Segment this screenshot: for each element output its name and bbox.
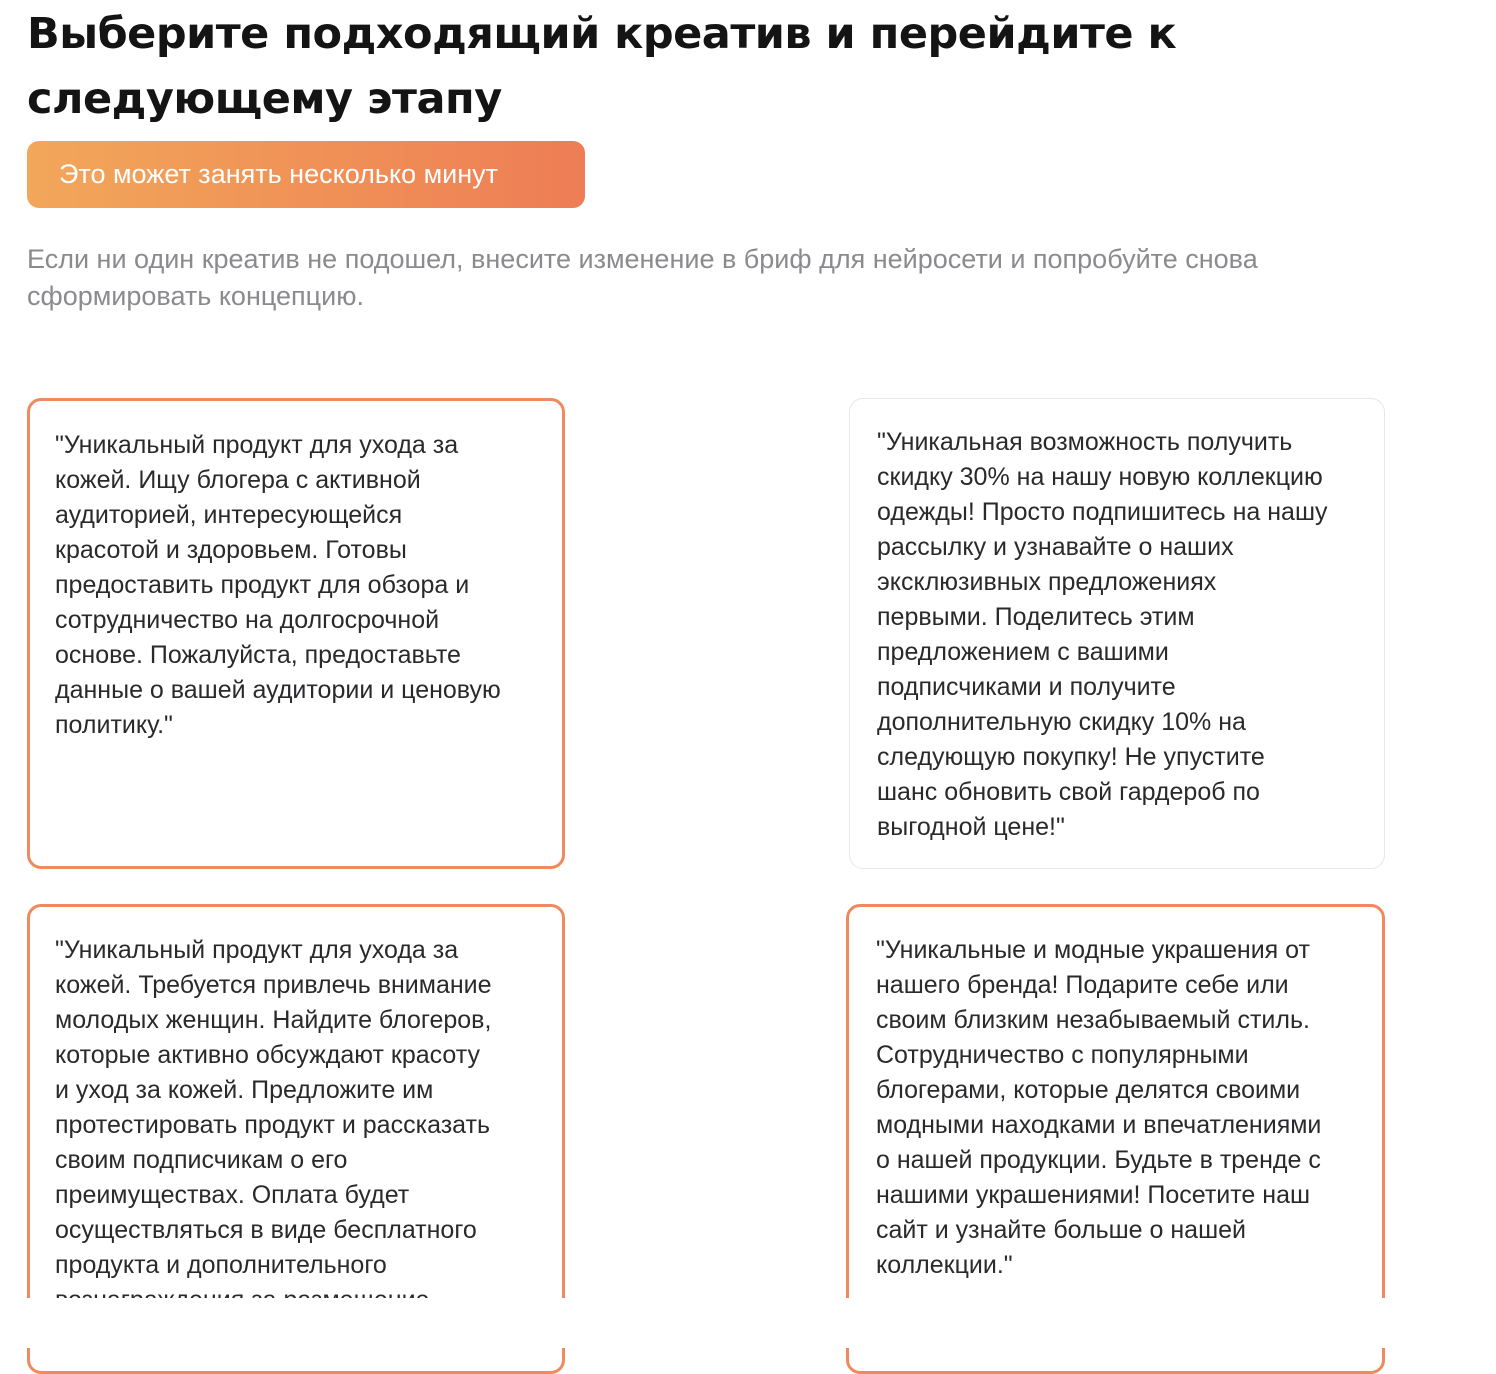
creative-card-1[interactable] [27, 398, 565, 869]
creative-card-text: "Уникальный продукт для ухода за кожей. Ищу блогера с активной аудиторией, интересующейся красотой и здоровьем. Готовы предоставить продукт для обзора и сотрудничество на долгосрочной основе. Пожалуйста, предоставьте данные о вашей аудитории и ценовую политику." [55, 431, 501, 739]
page-title: Выберите подходящий креатив и перейдите к следующему этапу [27, 9, 1177, 124]
processing-notice-badge: Это может занять несколько минут [27, 141, 585, 208]
viewport-bottom-edge [0, 1298, 1496, 1348]
creative-card-text: "Уникальные и модные украшения от нашего бренда! Подарите себе или своим близким незабываемый стиль. Сотрудничество с популярными блогерами, которые делятся своими модными находками и впечатлениями о нашей продукции. Будьте в тренде с нашими украшениями! Посетите наш сайт и узнайте больше о нашей коллекции." [876, 936, 1322, 1279]
brief-hint-text: Если ни один креатив не подошел, внесите изменение в бриф для нейросети и попробуйте снова сформировать концепцию. [27, 244, 1258, 311]
creative-card-text: "Уникальный продукт для ухода за кожей. Требуется привлечь внимание молодых женщин. Найдите блогеров, которые активно обсуждают красоту и уход за кожей. Предложите им протестировать продукт и рассказать своим подписчикам о его преимуществах. Оплата будет осуществляться в виде бесплатного продукта и дополнительного [55, 936, 492, 1279]
creative-card-text: "Уникальная возможность получить скидку 30% на нашу новую коллекцию одежды! Просто подпишитесь на нашу рассылку и узнавайте о наших эксклюзивных предложениях первыми. Поделитесь этим предложением с вашими подписчиками и получите дополнительную скидку 10% на следующую покупку! Не упустите шанс обновить свой гардероб по выгодной цене!" [877, 428, 1328, 841]
creative-card-2[interactable] [849, 398, 1385, 869]
